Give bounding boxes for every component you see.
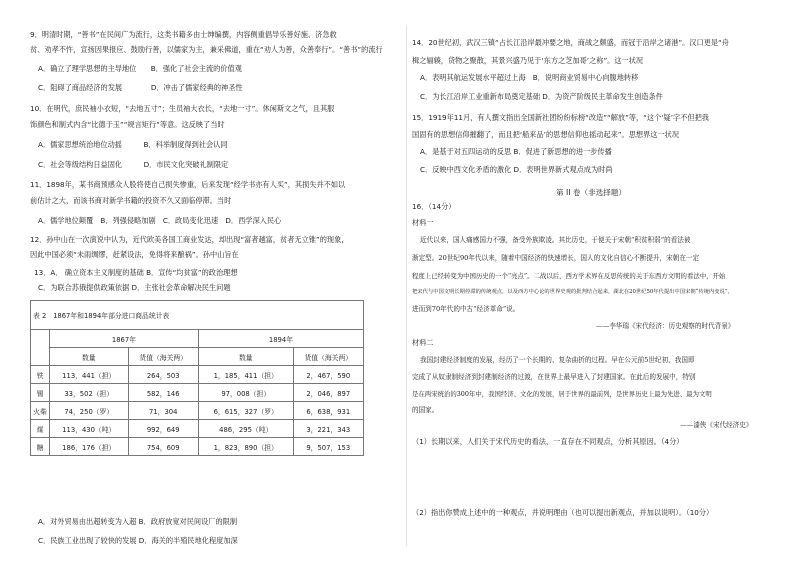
material-2-source: ——漆侠《宋代经济史》	[680, 421, 753, 429]
row-name: 铁	[31, 366, 50, 384]
q9-options-cd: C．阻碍了商品经济的发展 D．冲击了儒家经典的神圣性	[38, 83, 243, 92]
material-1-line-3: 程度上已经转变为中国历史的一个“亮点”。二战以后，西方学术界在反思传统的关于东西方文明的看法中，开始	[412, 272, 726, 280]
column-divider	[406, 26, 407, 546]
cell-val: 6，638，931	[293, 402, 363, 420]
q15-options-cd: C．反映中西文化矛盾的激化 D．表明世界新式观点成为时尚	[420, 165, 613, 174]
subquestion-1: （1）长期以来，人们关于宋代历史的看法，一直存在不同观点，分析其原因。（4分）	[412, 437, 684, 446]
q13-options-cd: C．民族工业出现了较快的发展 D．海关的半殖民地化程度加深	[38, 536, 238, 545]
cell-val: 264，503	[128, 366, 198, 384]
q11-line-1: 11．1898年，某书商预感众人股将使自己损失惨重，后来发现“经学书亦有人买”，其损失并不如以	[30, 180, 346, 189]
import-statistics-table	[30, 300, 364, 456]
row-name: 锡	[31, 384, 50, 402]
material-2-title: 材料二	[412, 338, 434, 347]
q14-options-ab: A．表明其航运发展水平超过上海 B．说明商业贸易中心向腹地转移	[420, 73, 639, 82]
table-year-1867: 1867年	[50, 330, 199, 348]
cell-qty: 1，185，411（担）	[198, 366, 293, 384]
material-1-line-4: 把宋代与中国文明长期停滞的传统观点，以及西方中心论的世界史观的批判结合起来，湖北在20世纪50年代提出中国宋朝“传统内变说”，	[412, 289, 733, 295]
row-name: 糖	[31, 438, 50, 456]
material-1-source: ——李华瑞《宋代经济：历史观察的时代背景》	[596, 322, 735, 330]
q14-line-2: 楫之辐辏，货物之聚散，其景兴盛乃见于‘东方之芝加哥’之称”。这一状况	[412, 56, 644, 65]
material-1-line-1: 近代以来，国人痛感国力不强，备受外族欺凌。其比历史，于便关于宋朝“积贫积弱”的看法被	[420, 236, 691, 244]
q10-line-1: 10．在明代，庶民袖小衣短，“去地五寸”；生员袖大衣长，“去地一寸”。休闲斯文之气，且其服	[30, 104, 335, 113]
table-header-val: 货值（海关两）	[128, 348, 198, 366]
material-2-line-4: 的国家。	[412, 406, 439, 414]
table-row	[31, 420, 364, 438]
q10-options-cd: C．社会等级结构日益固化 D．市民文化突破礼制限定	[38, 160, 229, 169]
q15-options-ab: A．是基于对五四运动的反思 B．促进了新思想的进一步传播	[420, 147, 612, 156]
cell-val: 71，304	[128, 402, 198, 420]
q15-line-2: 国固有的思想信仰摧翻了，而且把‘船来品’的思想信仰也摇动起来”。思想界这一状况	[412, 130, 680, 139]
table-header-val: 货值（海关两）	[293, 348, 363, 366]
cell-qty: 97，008（担）	[198, 384, 293, 402]
q10-options-ab: A．儒家思想统治地位动摇 B．科举制度得到社会认同	[38, 140, 228, 149]
material-1-line-2: 渐定型。20世纪90年代以来，随着中国经济的快速增长，国人的文化自信心不断提升，宋朝在一定	[412, 254, 700, 262]
material-1-title: 材料一	[412, 218, 434, 227]
table-caption: 表 2 1867年和1894年部分进口商品统计表	[31, 301, 364, 330]
table-row	[31, 366, 364, 384]
cell-val: 2，467，590	[293, 366, 363, 384]
q11-line-3: 前估计之大，而该书商对新学书籍的投资不久又面临停滞。当时	[30, 196, 232, 205]
q12-line-2: 因此中国必须“未雨绸缪，赶紧设法，免得将来酿祸”。孙中山旨在	[30, 250, 239, 259]
cell-val: 2，046，897	[293, 384, 363, 402]
table-row	[31, 384, 364, 402]
q11-options: A．儒学地位颠覆 B．列强侵略加剧 C．政局变化迅速 D．西学深入民心	[38, 216, 282, 225]
row-name: 火柴	[31, 402, 50, 420]
table-row	[31, 402, 364, 420]
q9-options-ab: A．确立了理学思想的主导地位 B．强化了社会主流的价值观	[38, 64, 242, 73]
cell-val: 992，649	[128, 420, 198, 438]
q12-line-1: 12．孙中山在一次演说中认为，近代欧美各国工商业发达，却出现“富者越富，贫者无立锥”的现象，	[30, 235, 349, 244]
table-row	[31, 438, 364, 456]
q13-overlap-line: 13．A． 确立资本主义制度的基础 B．宣传“均贫富”的政治理想	[34, 268, 238, 277]
cell-val: 3，221，343	[293, 420, 363, 438]
material-2-line-2: 完成了从奴隶制经济到封建制经济的过渡，在世界上最早进入了封建国家。在此后的发展中，特别	[412, 373, 696, 381]
q13-options-ab: A．对外贸易由出超转变为入超 B．政府放宽对民间设厂的限制	[38, 517, 238, 526]
subquestion-2: （2）指出你赞成上述中的一种观点，并说明理由（也可以提出新观点，并加以说明）。（10分）	[412, 508, 714, 517]
cell-val: 754，609	[128, 438, 198, 456]
cell-val: 582，146	[128, 384, 198, 402]
row-name: 煤	[31, 420, 50, 438]
cell-qty: 486，295（吨）	[198, 420, 293, 438]
cell-val: 9，507，153	[293, 438, 363, 456]
table-header-qty: 数量	[50, 348, 129, 366]
q9-line-1: 9．明清时期，“善书”在民间广为流行，这类书籍多由士绅编撰，内容侧重倡导乐善好施、济急救	[30, 30, 337, 39]
cell-qty: 113，430（吨）	[50, 420, 129, 438]
cell-qty: 33，502（担）	[50, 384, 129, 402]
section-title-part2: 第 II 卷（非选择题）	[556, 188, 627, 197]
q9-line-2: 贫、劝孝不忤，宣扬因果报应、鼓励行善，以儒家为主，兼采佛道，重在“劝人为善，众善奉行”。“善书”的流行	[30, 45, 383, 54]
q16-header: 16．（14分）	[412, 202, 456, 211]
material-2-line-3: 是在两宋统治的300年中，我国经济、文化的发展，居于世界的最前列，是世界历史上最为先进、最为文明	[412, 390, 712, 398]
q12-options-cd: C．为联合苏俄提供政策依据 D．主张社会革命解决民生问题	[38, 283, 231, 292]
table-header-qty: 数量	[198, 348, 293, 366]
q10-line-2: 饰颜色和制式内含“比德于玉”“规言矩行”等意。这反映了当时	[30, 120, 225, 129]
material-1-line-5: 进而到70年代的中古“经济革命”说。	[412, 305, 520, 313]
material-2-line-1: 我国封建经济制度的发展，经历了一个长期的、复杂曲折的过程。早在公元前5世纪初，我国即	[420, 356, 695, 364]
cell-qty: 1，823，890（担）	[198, 438, 293, 456]
q14-line-1: 14．20世纪初，武汉三镇“占长江沿岸最冲要之地，商战之颇盛，而冠于沿岸之诸港”。汉口更是“舟	[412, 38, 729, 47]
cell-qty: 186，176（担）	[50, 438, 129, 456]
table-year-1894: 1894年	[198, 330, 363, 348]
cell-qty: 6，615，327（罗）	[198, 402, 293, 420]
cell-qty: 113，441（担）	[50, 366, 129, 384]
cell-qty: 74，250（罗）	[50, 402, 129, 420]
q14-options-cd: C．为长江沿岸工业重新布局奠定基础 D．为资产阶级民主革命发生创造条件	[420, 92, 663, 101]
q15-line-1: 15．1919年11月，有人撰文指出全国新社团纷纷标榜“改造”“解放”等，“这个‘疑’字不但把我	[412, 113, 709, 122]
